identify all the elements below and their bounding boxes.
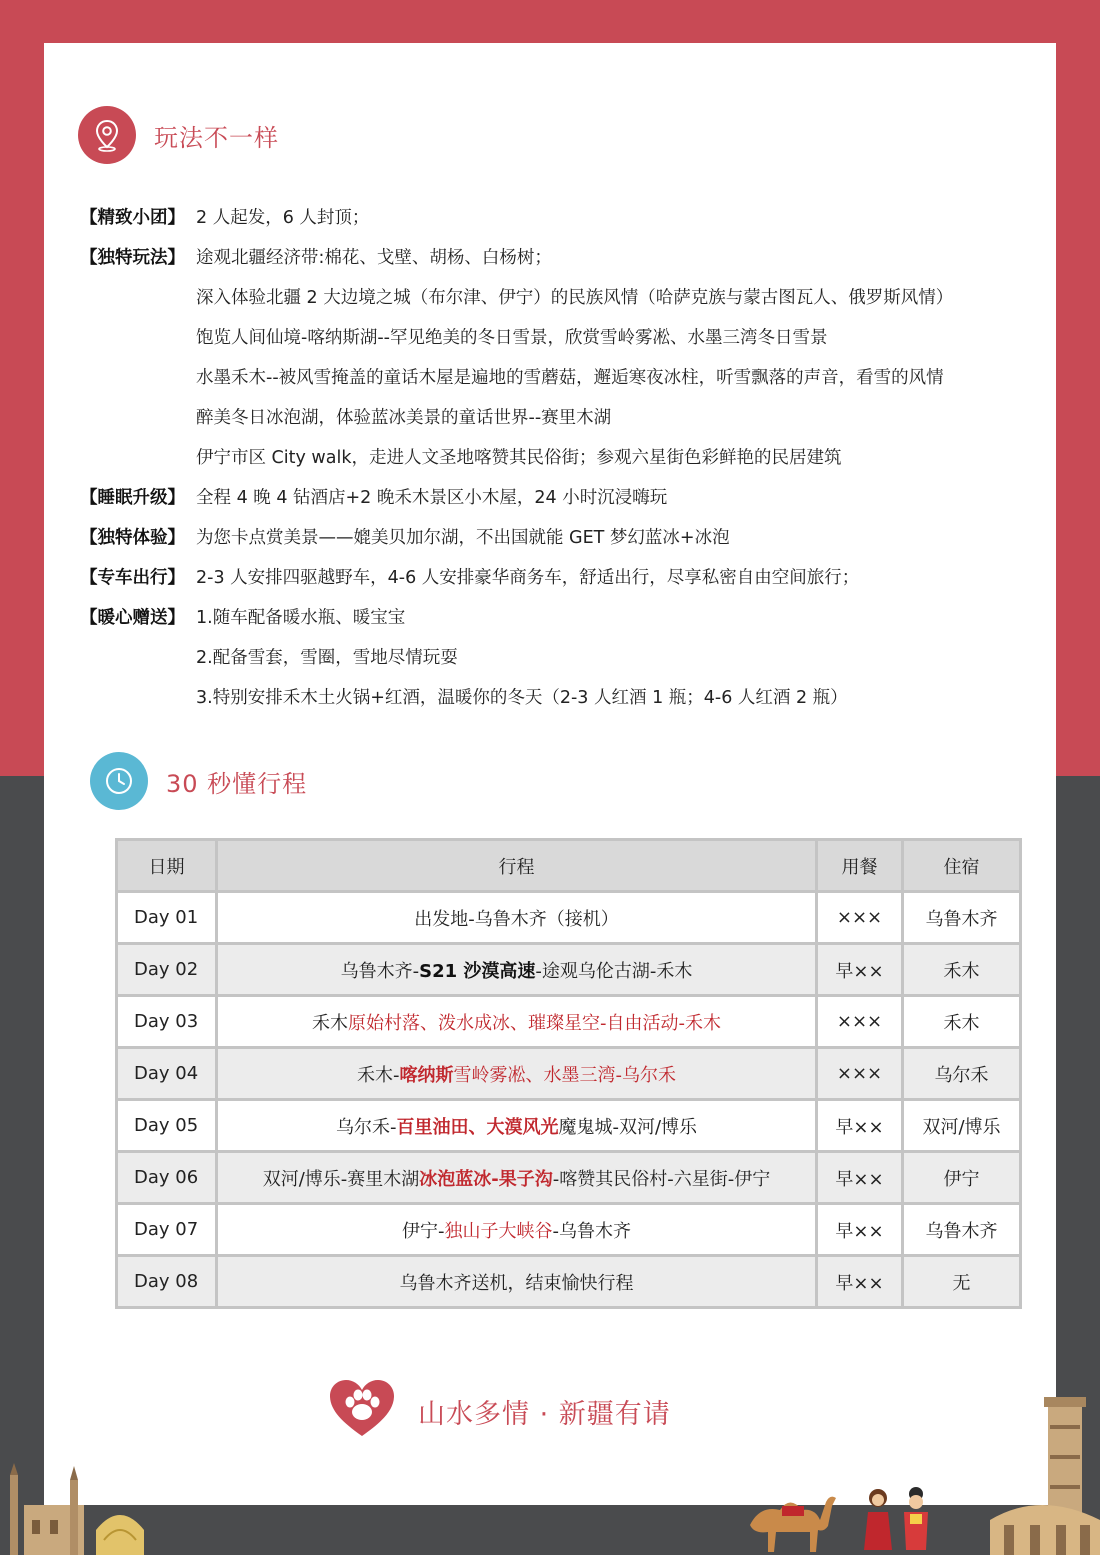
route-segment: 原始村落、泼水成冰、璀璨星空-自由活动-禾木 bbox=[348, 1012, 721, 1034]
stay-cell: 乌鲁木齐 bbox=[903, 1204, 1021, 1256]
tower-illustration-right bbox=[990, 1385, 1100, 1555]
route-segment: 禾木 bbox=[312, 1012, 348, 1034]
route-segment: -喀赞其民俗村-六星街-伊宁 bbox=[552, 1168, 771, 1190]
route-segment: 伊宁- bbox=[402, 1220, 445, 1242]
feature-row bbox=[80, 438, 1040, 478]
feature-text: 饱览人间仙境-喀纳斯湖--罕见绝美的冬日雪景，欣赏雪岭雾凇、水墨三湾冬日雪景 bbox=[196, 328, 828, 348]
feature-row bbox=[80, 358, 1040, 398]
feature-indent bbox=[80, 398, 196, 438]
route-cell bbox=[217, 1204, 817, 1256]
table-row bbox=[117, 996, 1021, 1048]
header-stay: 住宿 bbox=[903, 840, 1021, 892]
header-route: 行程 bbox=[217, 840, 817, 892]
feature-text: 水墨禾木--被风雪掩盖的童话木屋是遍地的雪蘑菇，邂逅寒夜冰柱，听雪飘落的声音，看雪的风情 bbox=[196, 368, 944, 388]
meals-cell: ××× bbox=[817, 1048, 903, 1100]
table-header-row bbox=[117, 840, 1021, 892]
route-segment: S21 沙漠高速 bbox=[419, 960, 536, 982]
header-date: 日期 bbox=[117, 840, 217, 892]
mosque-illustration-left bbox=[0, 1460, 160, 1555]
day-cell: Day 05 bbox=[117, 1100, 217, 1152]
stay-cell: 禾木 bbox=[903, 944, 1021, 996]
route-segment: 冰泡蓝冰-果子沟 bbox=[419, 1168, 553, 1190]
section-title-features: 玩法不一样 bbox=[154, 123, 279, 152]
day-cell: Day 03 bbox=[117, 996, 217, 1048]
stay-cell: 伊宁 bbox=[903, 1152, 1021, 1204]
day-cell: Day 02 bbox=[117, 944, 217, 996]
stay-cell: 乌尔禾 bbox=[903, 1048, 1021, 1100]
route-cell bbox=[217, 1100, 817, 1152]
feature-indent bbox=[80, 278, 196, 318]
features-list bbox=[80, 198, 1040, 718]
table-row bbox=[117, 1204, 1021, 1256]
route-cell bbox=[217, 1048, 817, 1100]
feature-text: 2-3 人安排四驱越野车，4-6 人安排豪华商务车，舒适出行，尽享私密自由空间旅行； bbox=[196, 568, 860, 588]
route-cell bbox=[217, 892, 817, 944]
feature-label: 【暖心赠送】 bbox=[80, 608, 185, 628]
table-row bbox=[117, 1048, 1021, 1100]
section-header-features bbox=[78, 106, 279, 164]
meals-cell: 早×× bbox=[817, 944, 903, 996]
meals-cell: ××× bbox=[817, 892, 903, 944]
route-segment: 雪岭雾凇、水墨三湾-乌尔禾 bbox=[453, 1064, 676, 1086]
section-header-itinerary bbox=[90, 752, 307, 810]
itinerary-table bbox=[115, 838, 1022, 1309]
route-segment: 乌尔禾- bbox=[335, 1116, 397, 1138]
route-cell bbox=[217, 1256, 817, 1308]
feature-label: 【睡眠升级】 bbox=[80, 488, 185, 508]
feature-row bbox=[80, 518, 1040, 558]
route-segment: 双河/博乐-赛里木湖 bbox=[262, 1168, 420, 1190]
feature-label: 【专车出行】 bbox=[80, 568, 185, 588]
feature-text: 2 人起发，6 人封顶； bbox=[196, 208, 370, 228]
route-segment: 魔鬼城-双河/博乐 bbox=[558, 1116, 698, 1138]
feature-row bbox=[80, 398, 1040, 438]
meals-cell: ××× bbox=[817, 996, 903, 1048]
stay-cell: 乌鲁木齐 bbox=[903, 892, 1021, 944]
feature-text: 1.随车配备暖水瓶、暖宝宝 bbox=[196, 608, 406, 628]
day-cell: Day 06 bbox=[117, 1152, 217, 1204]
feature-row bbox=[80, 478, 1040, 518]
feature-row bbox=[80, 638, 1040, 678]
route-cell bbox=[217, 1152, 817, 1204]
table-row bbox=[117, 1256, 1021, 1308]
route-segment: 禾木- bbox=[357, 1064, 400, 1086]
feature-text: 2.配备雪套，雪圈，雪地尽情玩耍 bbox=[196, 648, 458, 668]
day-cell: Day 01 bbox=[117, 892, 217, 944]
feature-row bbox=[80, 678, 1040, 718]
feature-label: 【独特玩法】 bbox=[80, 248, 185, 268]
footer-slogan bbox=[328, 1378, 671, 1444]
feature-indent bbox=[80, 638, 196, 678]
feature-text: 途观北疆经济带:棉花、戈壁、胡杨、白杨树； bbox=[196, 248, 552, 268]
meals-cell: 早×× bbox=[817, 1100, 903, 1152]
feature-indent bbox=[80, 358, 196, 398]
feature-row bbox=[80, 238, 1040, 278]
route-segment: 百里油田、大漠风光 bbox=[396, 1116, 559, 1138]
table-row bbox=[117, 1152, 1021, 1204]
table-row bbox=[117, 944, 1021, 996]
day-cell: Day 08 bbox=[117, 1256, 217, 1308]
stay-cell: 禾木 bbox=[903, 996, 1021, 1048]
feature-row bbox=[80, 598, 1040, 638]
route-cell bbox=[217, 996, 817, 1048]
feature-text: 3.特别安排禾木土火锅+红酒，温暖你的冬天（2-3 人红酒 1 瓶；4-6 人红酒 2 瓶） bbox=[196, 688, 848, 708]
route-segment: 乌鲁木齐送机，结束愉快行程 bbox=[399, 1272, 634, 1294]
stay-cell: 双河/博乐 bbox=[903, 1100, 1021, 1152]
feature-row bbox=[80, 558, 1040, 598]
feature-text: 醉美冬日冰泡湖，体验蓝冰美景的童话世界--赛里木湖 bbox=[196, 408, 612, 428]
feature-indent bbox=[80, 318, 196, 358]
feature-label: 【独特体验】 bbox=[80, 528, 185, 548]
meals-cell: 早×× bbox=[817, 1256, 903, 1308]
clock-icon bbox=[90, 752, 148, 810]
route-segment: 独山子大峡谷 bbox=[444, 1220, 553, 1242]
route-segment: 喀纳斯 bbox=[399, 1064, 454, 1086]
table-row bbox=[117, 1100, 1021, 1152]
feature-label: 【精致小团】 bbox=[80, 208, 185, 228]
route-segment: 出发地-乌鲁木齐（接机） bbox=[414, 908, 619, 930]
feature-indent bbox=[80, 678, 196, 718]
feature-text: 全程 4 晚 4 钻酒店+2 晚禾木景区小木屋，24 小时沉浸嗨玩 bbox=[196, 488, 668, 508]
feature-row bbox=[80, 278, 1040, 318]
feature-row bbox=[80, 198, 1040, 238]
camel-illustration bbox=[740, 1480, 840, 1555]
feature-indent bbox=[80, 438, 196, 478]
footer-title: 山水多情 · 新疆有请 bbox=[418, 1398, 671, 1430]
route-cell bbox=[217, 944, 817, 996]
route-segment: -途观乌伦古湖-禾木 bbox=[535, 960, 693, 982]
stay-cell: 无 bbox=[903, 1256, 1021, 1308]
meals-cell: 早×× bbox=[817, 1204, 903, 1256]
table-row bbox=[117, 892, 1021, 944]
header-meals: 用餐 bbox=[817, 840, 903, 892]
meals-cell: 早×× bbox=[817, 1152, 903, 1204]
day-cell: Day 07 bbox=[117, 1204, 217, 1256]
people-illustration bbox=[860, 1480, 940, 1555]
feature-text: 为您卡点赏美景——媲美贝加尔湖，不出国就能 GET 梦幻蓝冰+冰泡 bbox=[196, 528, 730, 548]
day-cell: Day 04 bbox=[117, 1048, 217, 1100]
feature-text: 深入体验北疆 2 大边境之城（布尔津、伊宁）的民族风情（哈萨克族与蒙古图瓦人、俄罗斯风情） bbox=[196, 288, 954, 308]
heart-paw-icon bbox=[328, 1378, 396, 1444]
route-segment: -乌鲁木齐 bbox=[552, 1220, 631, 1242]
location-pin-icon bbox=[78, 106, 136, 164]
feature-row bbox=[80, 318, 1040, 358]
section-title-itinerary: 30 秒懂行程 bbox=[166, 769, 308, 798]
feature-text: 伊宁市区 City walk，走进人文圣地喀赞其民俗街；参观六星街色彩鲜艳的民居建筑 bbox=[196, 448, 842, 468]
route-segment: 乌鲁木齐- bbox=[340, 960, 420, 982]
